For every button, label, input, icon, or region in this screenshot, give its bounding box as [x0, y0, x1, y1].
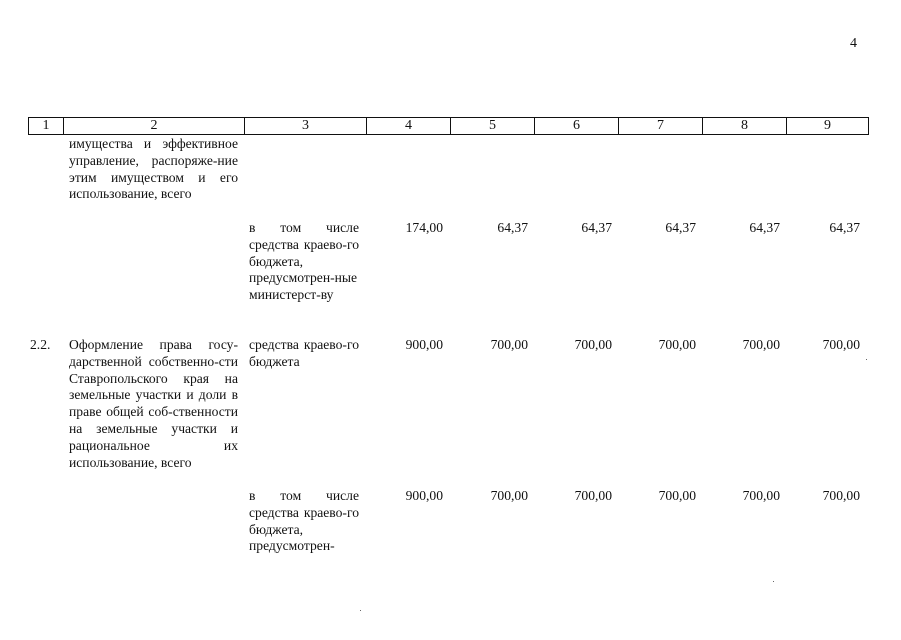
row-2-value-col7: 64,37	[665, 220, 696, 235]
row-2-value-col8: 64,37	[749, 220, 780, 235]
row-2-value-col4: 174,00	[405, 220, 443, 235]
column-number-header	[28, 117, 869, 135]
header-col-5: 5	[451, 118, 535, 135]
scan-speck	[866, 359, 867, 360]
header-col-2: 2	[64, 118, 245, 135]
row-4-value-col8: 700,00	[742, 488, 780, 503]
row-4-value-col4: 900,00	[405, 488, 443, 503]
header-col-1: 1	[29, 118, 64, 135]
row-2-value-col5: 64,37	[497, 220, 528, 235]
row-3-name: Оформление права госу-дарственной собственно-сти Ставропольского края на земельные участки и доли в праве общей соб-ственности на земельные участки и рациональное их использование, всего	[69, 337, 238, 470]
row-3-number: 2.2.	[30, 337, 51, 352]
row-4-value-col9: 700,00	[822, 488, 860, 503]
header-col-6: 6	[535, 118, 619, 135]
row-3-value-col7: 700,00	[658, 337, 696, 352]
row-4-value-col7: 700,00	[658, 488, 696, 503]
header-col-3: 3	[245, 118, 367, 135]
header-row	[29, 118, 869, 135]
row-3-value-col5: 700,00	[490, 337, 528, 352]
scan-speck	[773, 581, 774, 582]
row-3-value-col9: 700,00	[822, 337, 860, 352]
header-col-7: 7	[619, 118, 703, 135]
header-col-8: 8	[703, 118, 787, 135]
header-col-4: 4	[367, 118, 451, 135]
row-1-name: имущества и эффективное управление, распоряже-ние этим имуществом и его использование, всего	[69, 136, 238, 202]
scan-speck	[360, 610, 361, 611]
row-3-source: средства краево-го бюджета	[249, 337, 359, 369]
row-4-source: в том числе средства краево-го бюджета, предусмотрен-	[249, 488, 359, 554]
row-4-value-col5: 700,00	[490, 488, 528, 503]
row-3-value-col8: 700,00	[742, 337, 780, 352]
row-2-value-col6: 64,37	[581, 220, 612, 235]
page-number: 4	[850, 36, 857, 51]
row-3-value-col4: 900,00	[405, 337, 443, 352]
header-col-9: 9	[787, 118, 869, 135]
row-3-value-col6: 700,00	[574, 337, 612, 352]
row-2-value-col9: 64,37	[829, 220, 860, 235]
row-2-source: в том числе средства краево-го бюджета, предусмотрен-ные министерст-ву	[249, 220, 359, 303]
row-4-value-col6: 700,00	[574, 488, 612, 503]
